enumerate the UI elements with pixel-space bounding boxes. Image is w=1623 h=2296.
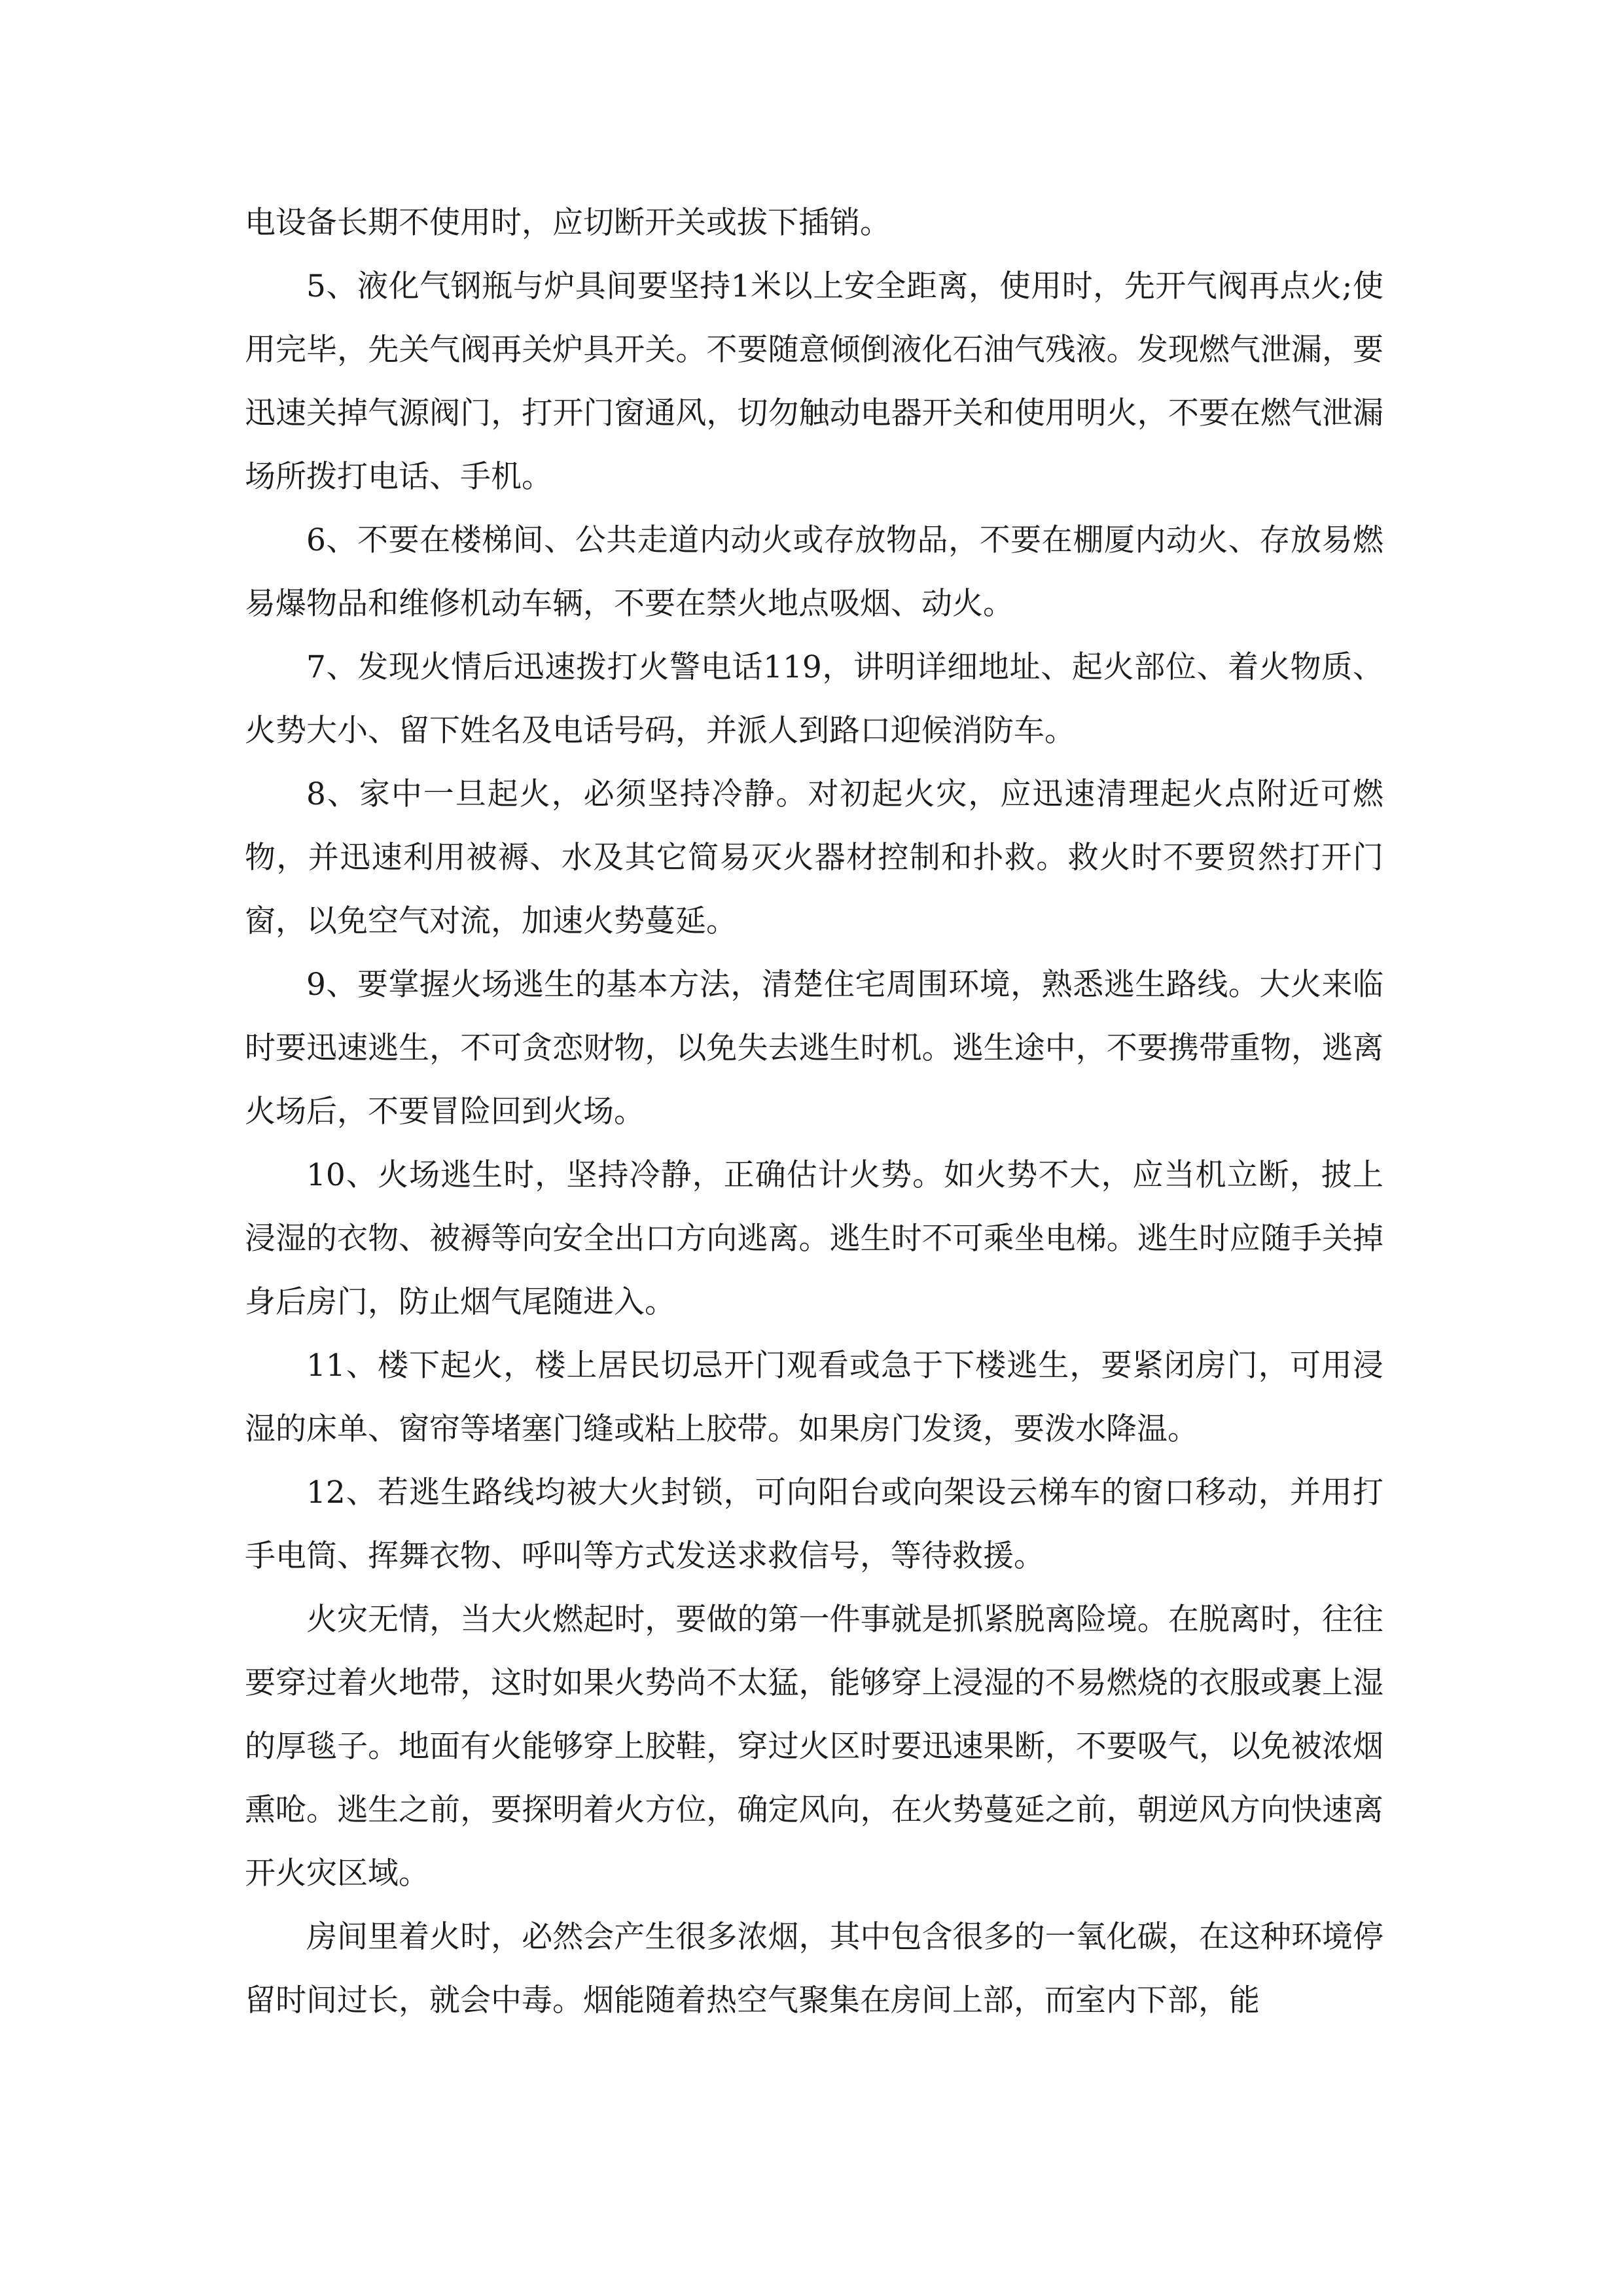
paragraph-item-10: 10、火场逃生时，坚持冷静，正确估计火势。如火势不大，应当机立断，披上浸湿的衣物、被褥等向安全出口方向逃离。逃生时不可乘坐电梯。逃生时应随手关掉身后房门，防止烟气尾随进入。 <box>245 1157 1383 1320</box>
paragraph-item-5: 5、液化气钢瓶与炉具间要坚持1米以上安全距离，使用时，先开气阀再点火;使用完毕，先关气阀再关炉具开关。不要随意倾倒液化石油气残液。发现燃气泄漏，要迅速关掉气源阀门，打开门窗通风，切勿触动电器开关和使用明火，不要在燃气泄漏场所拨打电话、手机。 <box>245 268 1383 495</box>
document-body <box>245 191 1383 2032</box>
paragraph-item-6: 6、不要在楼梯间、公共走道内动火或存放物品，不要在棚厦内动火、存放易燃易爆物品和维修机动车辆，不要在禁火地点吸烟、动火。 <box>245 522 1383 622</box>
paragraph-continuation: 电设备长期不使用时，应切断开关或拔下插销。 <box>245 205 891 241</box>
paragraph-item-12: 12、若逃生路线均被大火封锁，可向阳台或向架设云梯车的窗口移动，并用打手电筒、挥舞衣物、呼叫等方式发送求救信号，等待救援。 <box>245 1475 1383 1574</box>
paragraph-item-9: 9、要掌握火场逃生的基本方法，清楚住宅周围环境，熟悉逃生路线。大火来临时要迅速逃生，不可贪恋财物，以免失去逃生时机。逃生途中，不要携带重物，逃离火场后，不要冒险回到火场。 <box>245 967 1383 1130</box>
paragraph-item-11: 11、楼下起火，楼上居民切忌开门观看或急于下楼逃生，要紧闭房门，可用浸湿的床单、窗帘等堵塞门缝或粘上胶带。如果房门发烫，要泼水降温。 <box>245 1348 1383 1447</box>
paragraph-room-smoke: 房间里着火时，必然会产生很多浓烟，其中包含很多的一氧化碳，在这种环境停留时间过长，就会中毒。烟能随着热空气聚集在房间上部，而室内下部，能 <box>245 1919 1383 2018</box>
paragraph-item-8: 8、家中一旦起火，必须坚持冷静。对初起火灾，应迅速清理起火点附近可燃物，并迅速利用被褥、水及其它简易灭火器材控制和扑救。救火时不要贸然打开门窗，以免空气对流，加速火势蔓延。 <box>245 776 1383 939</box>
paragraph-item-7: 7、发现火情后迅速拨打火警电话119，讲明详细地址、起火部位、着火物质、火势大小、留下姓名及电话号码，并派人到路口迎候消防车。 <box>245 649 1383 749</box>
paragraph-fire-escape: 火灾无情，当大火燃起时，要做的第一件事就是抓紧脱离险境。在脱离时，往往要穿过着火地带，这时如果火势尚不太猛，能够穿上浸湿的不易燃烧的衣服或裹上湿的厚毯子。地面有火能够穿上胶鞋，穿过火区时要迅速果断，不要吸气，以免被浓烟熏呛。逃生之前，要探明着火方位，确定风向，在火势蔓延之前，朝逆风方向快速离开火灾区域。 <box>245 1602 1383 1892</box>
